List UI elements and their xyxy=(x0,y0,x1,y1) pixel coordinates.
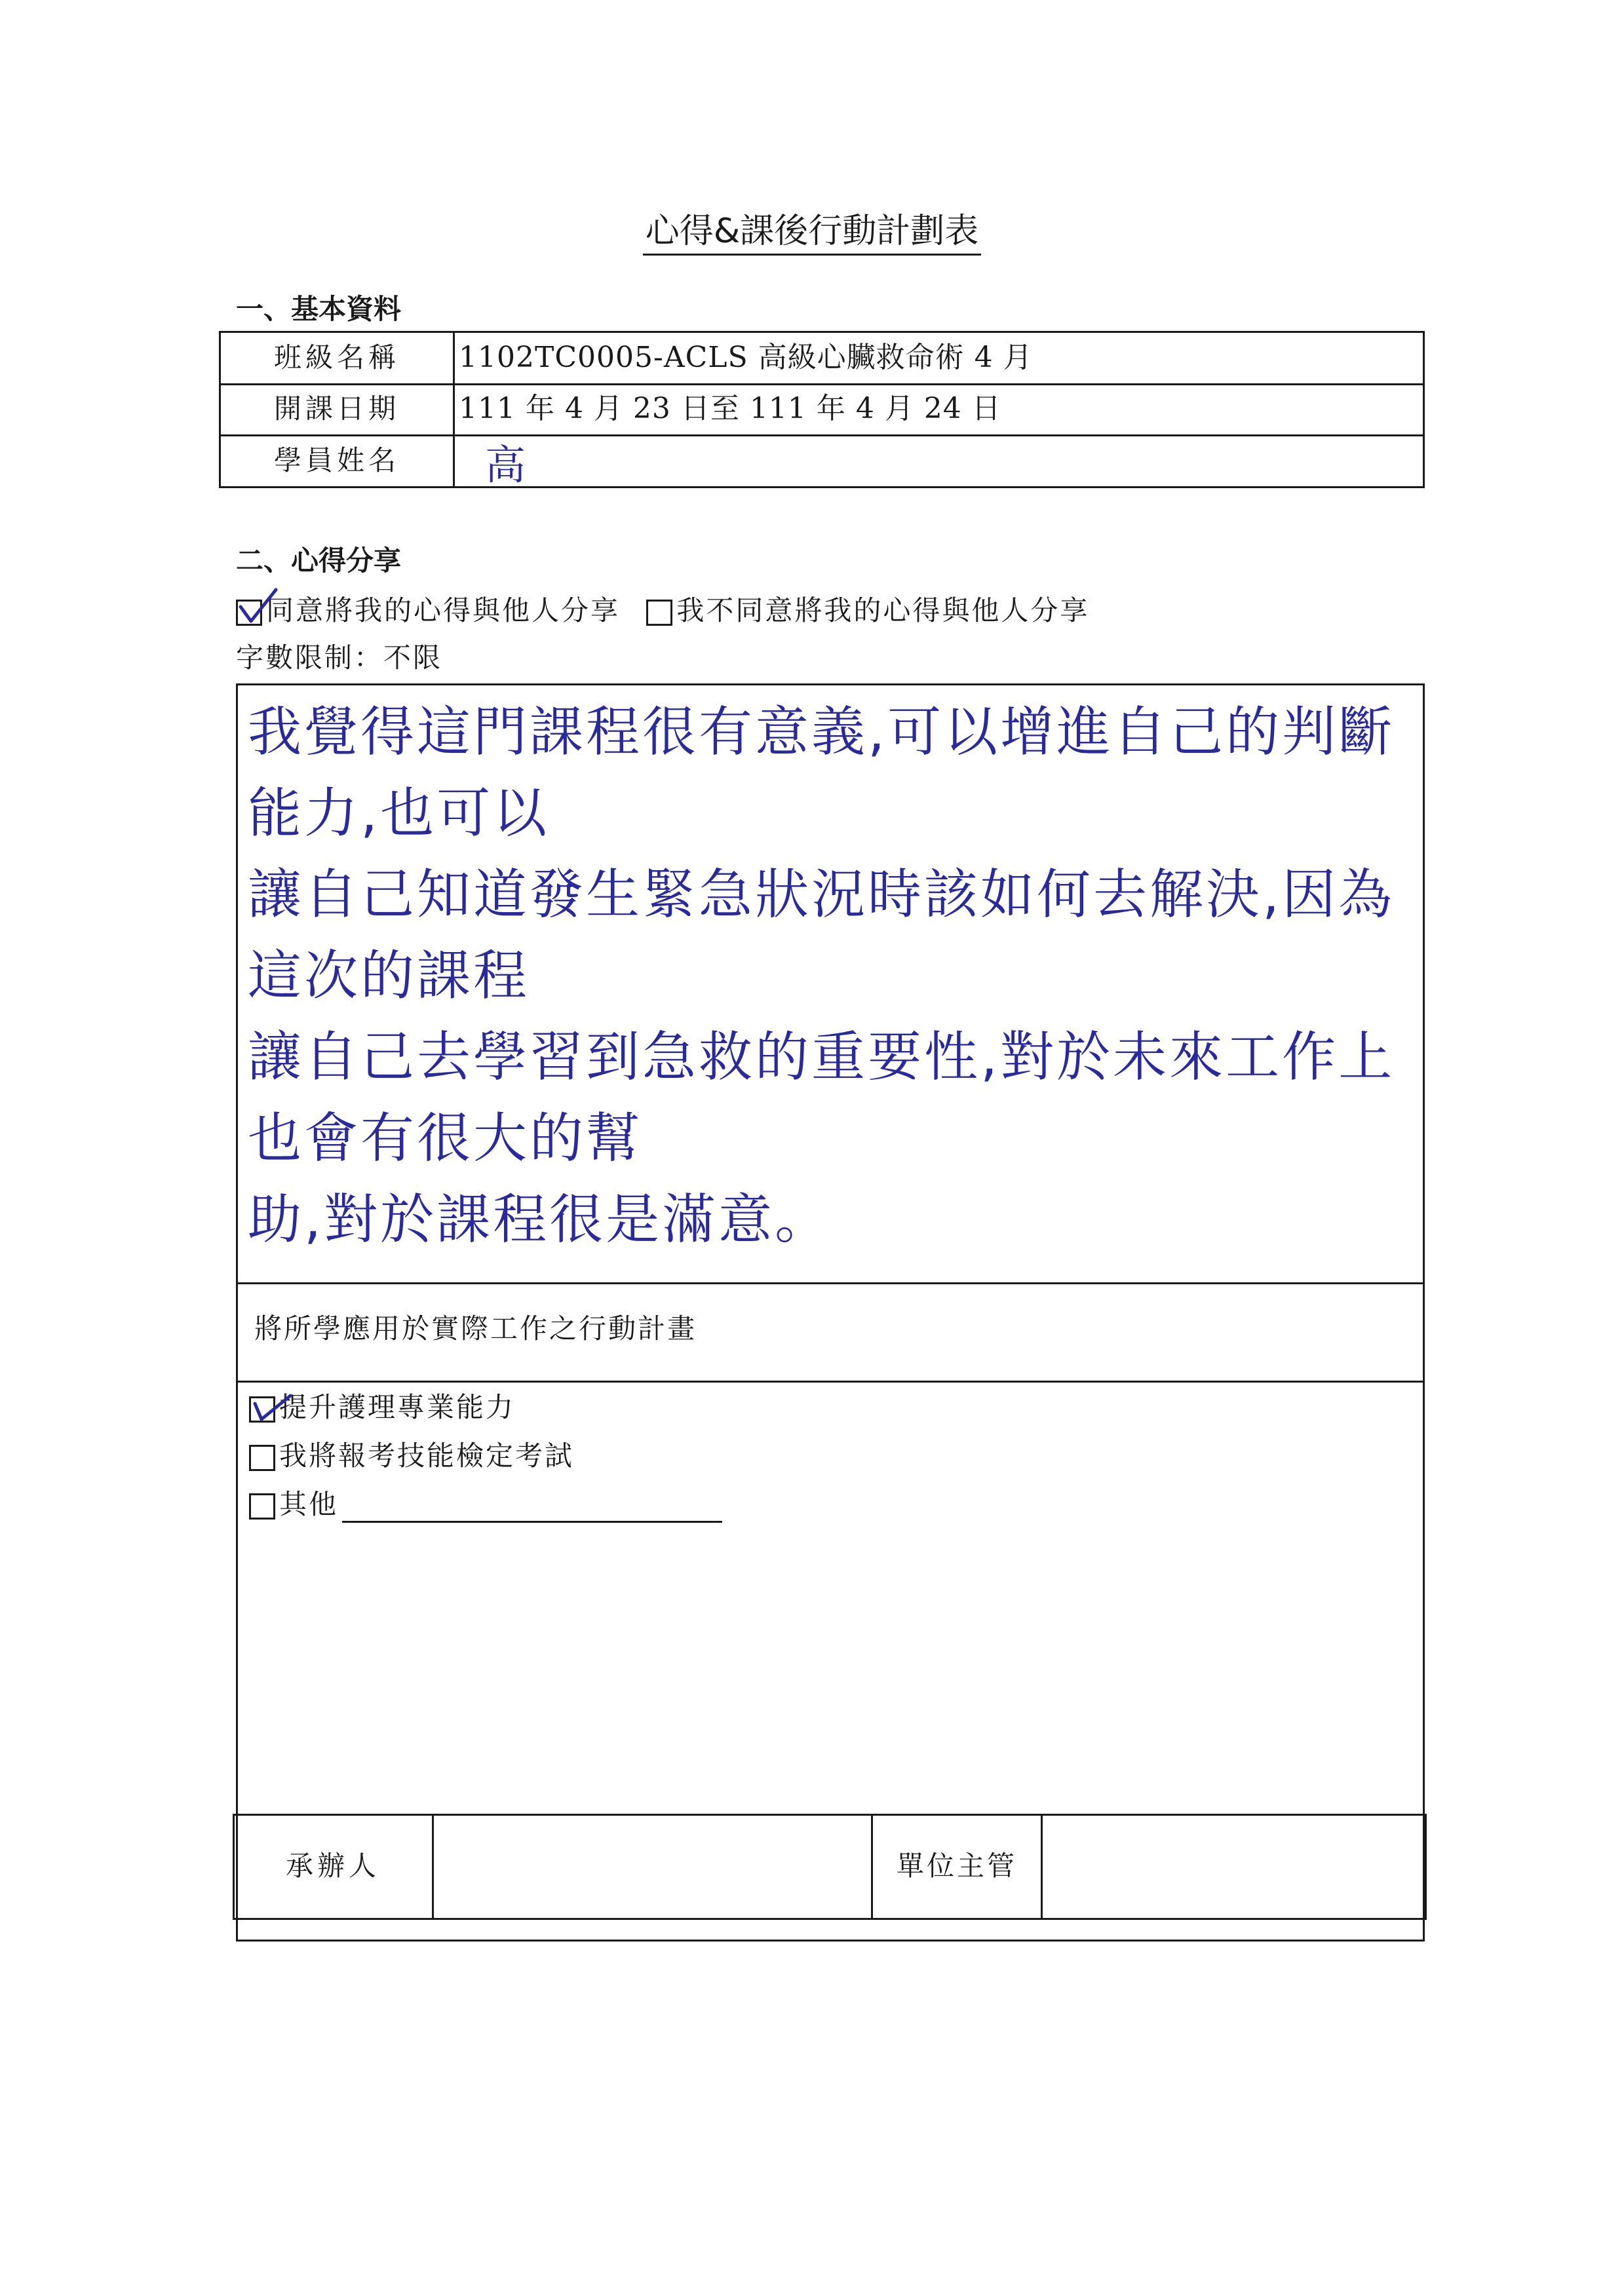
disagree-label: 我不同意將我的心得與他人分享 xyxy=(676,594,1090,626)
course-date-value: 111 年 4 月 23 日至 111 年 4 月 24 日 xyxy=(459,392,1001,425)
option-skill-exam xyxy=(249,1438,574,1474)
action-plan-divider xyxy=(236,1282,1425,1284)
option-other xyxy=(249,1486,722,1523)
section1-heading: 一、基本資料 xyxy=(236,293,402,325)
student-name-label: 學員姓名 xyxy=(273,444,400,476)
table-divider xyxy=(219,383,1425,385)
table-column-divider xyxy=(453,331,455,488)
agree-label: 同意將我的心得與他人分享 xyxy=(266,594,621,626)
reflection-line: 我覺得這門課程很有意義,可以增進自己的判斷能力,也可以 xyxy=(248,701,1395,845)
student-name-value: 高 xyxy=(485,441,526,489)
action-plan-divider xyxy=(236,1381,1425,1383)
skill-exam-checkbox[interactable] xyxy=(249,1445,275,1471)
disagree-checkbox[interactable] xyxy=(646,600,672,626)
handler-signature-field[interactable] xyxy=(434,1816,871,1918)
title-text: 心得&課後行動計劃表 xyxy=(643,212,982,256)
reflection-line: 助,對於課程很是滿意。 xyxy=(248,1189,832,1251)
other-label: 其他 xyxy=(279,1488,339,1520)
action-plan-heading: 將所學應用於實際工作之行動計畫 xyxy=(254,1312,697,1345)
class-name-label: 班級名稱 xyxy=(273,341,400,373)
option-improve-nursing xyxy=(249,1389,515,1426)
skill-exam-label: 我將報考技能檢定考試 xyxy=(279,1440,575,1472)
checkmark-icon xyxy=(250,1384,292,1426)
supervisor-label: 單位主管 xyxy=(896,1850,1017,1882)
table-divider xyxy=(219,434,1425,436)
improve-nursing-label: 提升護理專業能力 xyxy=(279,1391,516,1423)
supervisor-signature-field[interactable] xyxy=(1043,1816,1425,1918)
page-title xyxy=(0,208,1624,254)
handler-label: 承辦人 xyxy=(285,1850,380,1882)
consent-row xyxy=(236,592,1089,629)
section2-heading: 二、心得分享 xyxy=(236,545,402,577)
checkmark-icon xyxy=(237,587,279,629)
reflection-text xyxy=(248,692,1421,1261)
other-input-line[interactable] xyxy=(342,1492,722,1523)
improve-nursing-checkbox[interactable] xyxy=(249,1396,275,1423)
word-limit: 字數限制：不限 xyxy=(236,641,443,674)
other-checkbox[interactable] xyxy=(249,1493,275,1520)
reflection-line: 讓自己去學習到急救的重要性,對於未來工作上也會有很大的幫 xyxy=(248,1026,1395,1170)
course-date-label: 開課日期 xyxy=(273,392,400,425)
reflection-line: 讓自己知道發生緊急狀況時該如何去解決,因為這次的課程 xyxy=(248,864,1395,1007)
agree-checkbox[interactable] xyxy=(236,600,262,626)
class-name-value: 1102TC0005-ACLS 高級心臟救命術 4 月 xyxy=(459,341,1033,374)
